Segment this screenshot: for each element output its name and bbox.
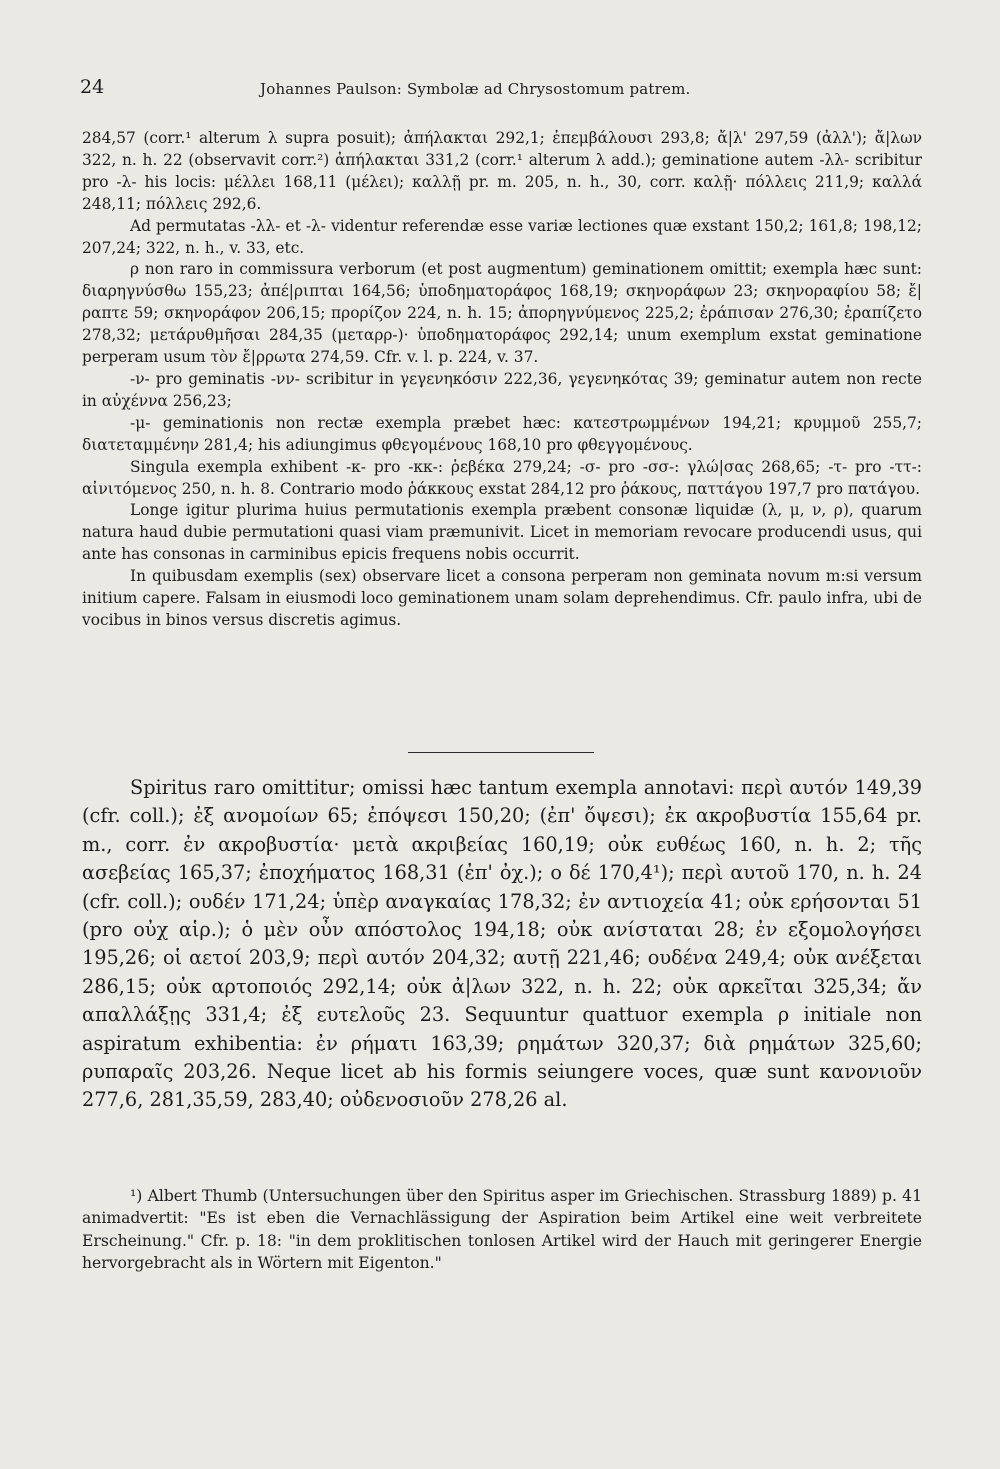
section-divider [408, 752, 594, 753]
paragraph: ρ non raro in commissura verborum (et post augmentum) geminationem omittit; exempla hæc sunt: διαρηγνύσθω 155,23; ἀπέ|ριπται 164,56; ὑποδηματοράφος 168,19; σκηνοράφων 23; σκηνοραφίου 58; ἔ|ραπτε 59; σκηνοράφον 206,15; προρίζον 224, n. h. 15; ἀπορηγνύμενος 225,2; ἐράπισαν 276,30; ἐραπίζετο 278,32; μετάρυθμῆσαι 284,35 (μεταρρ-)· ὑποδηματοράφος 292,14; unum exemplum exstat geminatione perperam usum τὸν ἔ|ρρωτα 274,59. Cfr. v. l. p. 224, v. 37. [82, 260, 922, 367]
main-text-large [82, 774, 922, 1115]
paragraph: -ν- pro geminatis -νν- scribitur in γεγενηκόσιν 222,36, γεγενηκότας 39; geminatur autem non recte in αὐχέννα 256,23; [82, 369, 922, 410]
main-text-small [82, 128, 922, 632]
paragraph: Singula exempla exhibent -κ- pro -κκ-: ῥεβέκα 279,24; -σ- pro -σσ-: γλώ|σας 268,65; -τ- pro -ττ-: αἰνιτόμενος 250, n. h. 8. Contrario modo ῥάκκους exstat 284,12 pro ῥάκους, παττάγου 197,7 pro πατάγου. [82, 457, 922, 498]
paragraph: Longe igitur plurima huius permutationis exempla præbent consonæ liquidæ (λ, μ, ν, ρ), quarum natura haud dubie permutationi quasi viam præmunivit. Licet in memoriam revocare producendi usus, qui ante has consonas in carminibus epicis frequens nobis occurrit. [82, 501, 922, 564]
running-title: Johannes Paulson: Symbolæ ad Chrysostomum patrem. [260, 80, 691, 98]
page-header [80, 76, 920, 102]
paragraph: 284,57 (corr.¹ alterum λ supra posuit); ἀπήλακται 292,1; ἐπεμβάλουσι 293,8; ἄ|λ' 297,59 (ἀλλ'); ἄ|λων 322, n. h. 22 (observavit corr.²) ἀπήλακται 331,2 (corr.¹ alterum λ add.); geminatione autem -λλ- scribitur pro -λ- his locis: μέλλει 168,11 (μέλει); καλλῇ pr. m. 205, n. h., 30, corr. καλῇ· πόλλεις 211,9; καλλά 248,11; πόλλεις 292,6. [82, 129, 922, 213]
paragraph: -μ- geminationis non rectæ exempla præbet hæc: κατεστρωμμένων 194,21; κρυμμοῦ 255,7; διατεταμμένην 281,4; his adiungimus φθεγομένους 168,10 pro φθεγγομένους. [82, 413, 922, 454]
paragraph: In quibusdam exemplis (sex) observare licet a consona perperam non geminata novum m:si versum initium capere. Falsam in eiusmodi loco geminationem unam solam deprehendimus. Cfr. paulo infra, ubi de vocibus in binos versus discretis agimus. [82, 567, 922, 629]
paragraph: Spiritus raro omittitur; omissi hæc tantum exempla annotavi: περὶ αυτόν 149,39 (cfr. coll.); ἐξ ανομοίων 65; ἐπόψεσι 150,20; (ἐπ' ὄψεσι); ἐκ ακροβυστία 155,64 pr. m., corr. ἐν ακροβυστία· μετὰ ακριβείας 160,19; οὐκ ευθέως 160, n. h. 2; τῆς ασεβείας 165,37; ἐποχήματος 168,31 (ἐπ' ὀχ.); ο δέ 170,4¹); περὶ αυτοῦ 170, n. h. 24 (cfr. coll.); ουδέν 171,24; ὑπὲρ αναγκαίας 178,32; ἐν αντιοχεία 41; οὐκ ερήσονται 51 (pro οὐχ αἱρ.); ὁ μὲν οὖν απόστολος 194,18; οὐκ ανίσταται 28; ἐν εξομολογήσει 195,26; οἱ αετοί 203,9; περὶ αυτόν 204,32; αυτῇ 221,46; ουδένα 249,4; οὐκ ανέξεται 286,15; οὐκ αρτοποιός 292,14; οὐκ ἀ|λων 322, n. h. 22; οὐκ αρκεῖται 325,34; ἄν απαλλάξῃς 331,4; ἐξ ευτελοῦς 23. Sequuntur quattuor exempla ρ initiale non aspiratum exhibentia: ἐν ρήματι 163,39; ρημάτων 320,37; διὰ ρημάτων 325,60; ρυπαραῖς 203,26. Neque licet ab his formis seiungere voces, quæ sunt κανονιοῦν 277,6, 281,35,59, 283,40; οὐδενοσιοῦν 278,26 al. [82, 776, 922, 1112]
footnote: ¹) Albert Thumb (Untersuchungen über den Spiritus asper im Griechischen. Strassburg 1889) p. 41 animadvertit: "Es ist eben die Vernachlässigung der Aspiration beim Artikel eine weit verbreitete Erscheinung." Cfr. p. 18: "in dem proklitischen tonlosen Artikel wird der Hauch mit geringerer Energie hervorgebracht als in Wörtern mit Eigenton." [82, 1187, 922, 1273]
paragraph: Ad permutatas -λλ- et -λ- videntur referendæ esse variæ lectiones quæ exstant 150,2; 161,8; 198,12; 207,24; 322, n. h., v. 33, etc. [82, 216, 922, 257]
page-number: 24 [80, 76, 105, 98]
